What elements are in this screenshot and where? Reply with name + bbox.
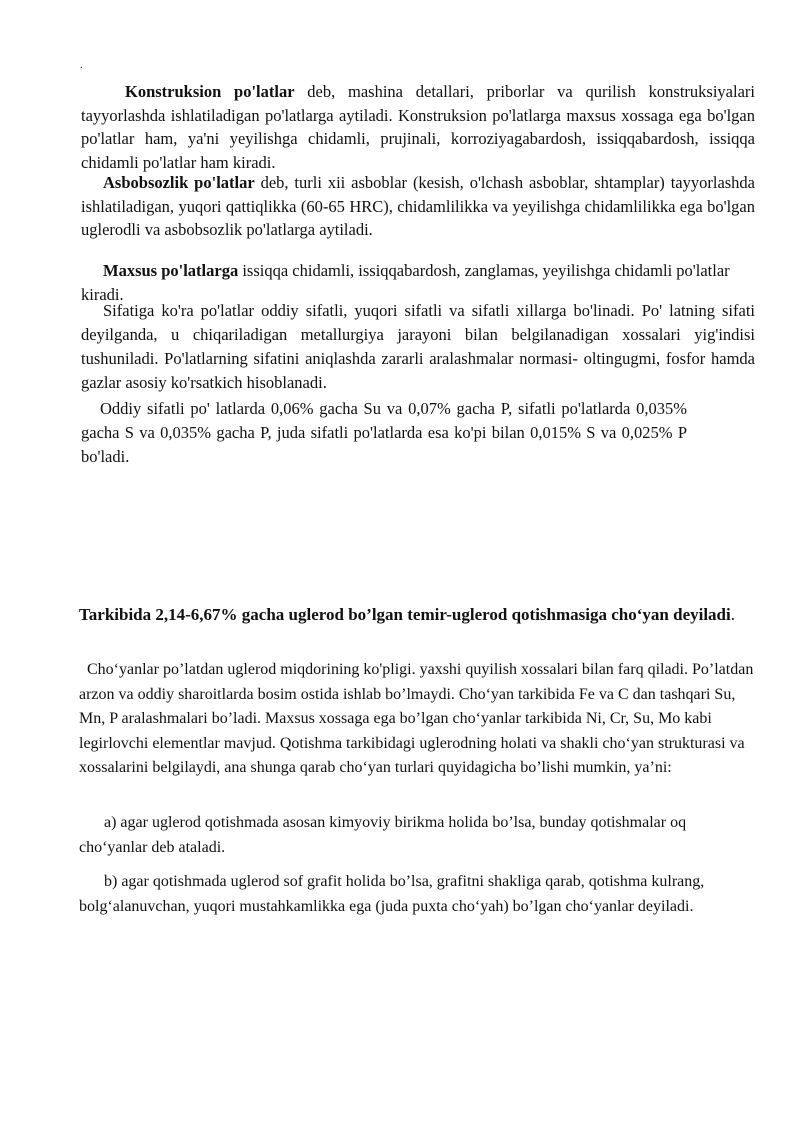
section-heading: Tarkibida 2,14-6,67% gacha uglerod bo’lgan temir-uglerod qotishmasiga cho‘yan deyiladi.	[79, 605, 735, 624]
paragraph-text: deb, mashina detallari, priborlar va qurilish konstruksiyalari tayyorlashda ishlatiladigan po'latlarga aytiladi. Konstruksion po'latlarga maxsus xossaga ega bo'lgan po'latlar ham, ya'ni yeyilishga chidamli, prujinali, korroziyagabardosh, issiqqabardosh, issiqqa chidamli po'latlar ham kiradi.	[81, 82, 755, 172]
paragraph-asbobsozlik	[81, 171, 755, 242]
paragraph-text: issiqqa chidamli, issiqqabardosh, zanglamas, yeyilishga chidamli po'latlar kiradi.	[81, 261, 730, 304]
paragraph-oddiy-sifatli: Oddiy sifatli po' latlarda 0,06% gacha Su va 0,07% gacha P, sifatli po'latlarda 0,035% gacha S va 0,035% gacha P, juda sifatli po'latlarda esa ko'pi bilan 0,015% S va 0,025% P bo'ladi.	[81, 399, 687, 466]
paragraph-item-b: b) agar qotishmada uglerod sof grafit holida bo’lsa, grafitni shakliga qarab, qotishma kulrang, bolg‘alanuvchan, yuqori mustahkamlikka ega (juda puxta cho‘yah) bo’lgan cho‘yanlar deyiladi.	[79, 873, 705, 915]
heading-text: Tarkibida 2,14-6,67% gacha uglerod bo’lgan temir-uglerod qotishmasiga cho‘yan deyiladi	[79, 605, 731, 624]
paragraph-konstruksion	[81, 80, 755, 174]
stray-dot: .	[80, 60, 83, 71]
paragraph-choyanlar: Cho‘yanlar po’latdan uglerod miqdorining ko'pligi. yaxshi quyilish xossalari bilan farq qiladi. Po’latdan arzon va oddiy sharoitlarda bosim ostida ishlab bo’lmaydi. Cho‘yan tarkibida Fe va C dan tashqari Su, Mn, P aralashmalari bo’ladi. Maxsus xossaga ega bo’lgan cho‘yanlar tarkibida Ni, Cr, Su, Mo kabi legirlovchi elementlar mavjud. Qotishma tarkibidagi uglerodning holati va shakli cho‘yan strukturasi va xossalarini belgilaydi, ana shunga qarab cho‘yan turlari quyidagicha bo’lishi mumkin, ya’ni:	[79, 661, 754, 777]
term-maxsus: Maxsus po'latlarga	[103, 261, 239, 280]
paragraph-item-a: a) agar uglerod qotishmada asosan kimyoviy birikma holida bo’lsa, bunday qotishmalar oq cho‘yanlar deb ataladi.	[79, 814, 687, 856]
paragraph-text: deb, turli xii asboblar (kesish, o'lchash asboblar, shtamplar) tayyorlashda ishlatiladigan, yuqori qattiqlikka (60-65 HRC), chidamlilikka va yeyilishga chidamlilikka ega bo'lgan uglerodli va asbobsozlik po'latlarga aytiladi.	[81, 173, 756, 239]
term-konstruksion: Konstruksion po'latlar	[125, 82, 295, 101]
paragraph-sifatiga: Sifatiga ko'ra po'latlar oddiy sifatli, yuqori sifatli va sifatli xillarga bo'linadi. Po' latning sifati deyilganda, u chiqariladigan metallurgiya jarayoni bilan belgilanadigan xossalari yig'indisi tushuniladi. Po'latlarning sifatini aniqlashda zararli aralashmalar normasi- oltingugmi, fosfor hamda gazlar asosiy ko'rsatkich hisoblanadi.	[81, 301, 755, 392]
term-asbobsozlik: Asbobsozlik po'latlar	[103, 173, 255, 192]
